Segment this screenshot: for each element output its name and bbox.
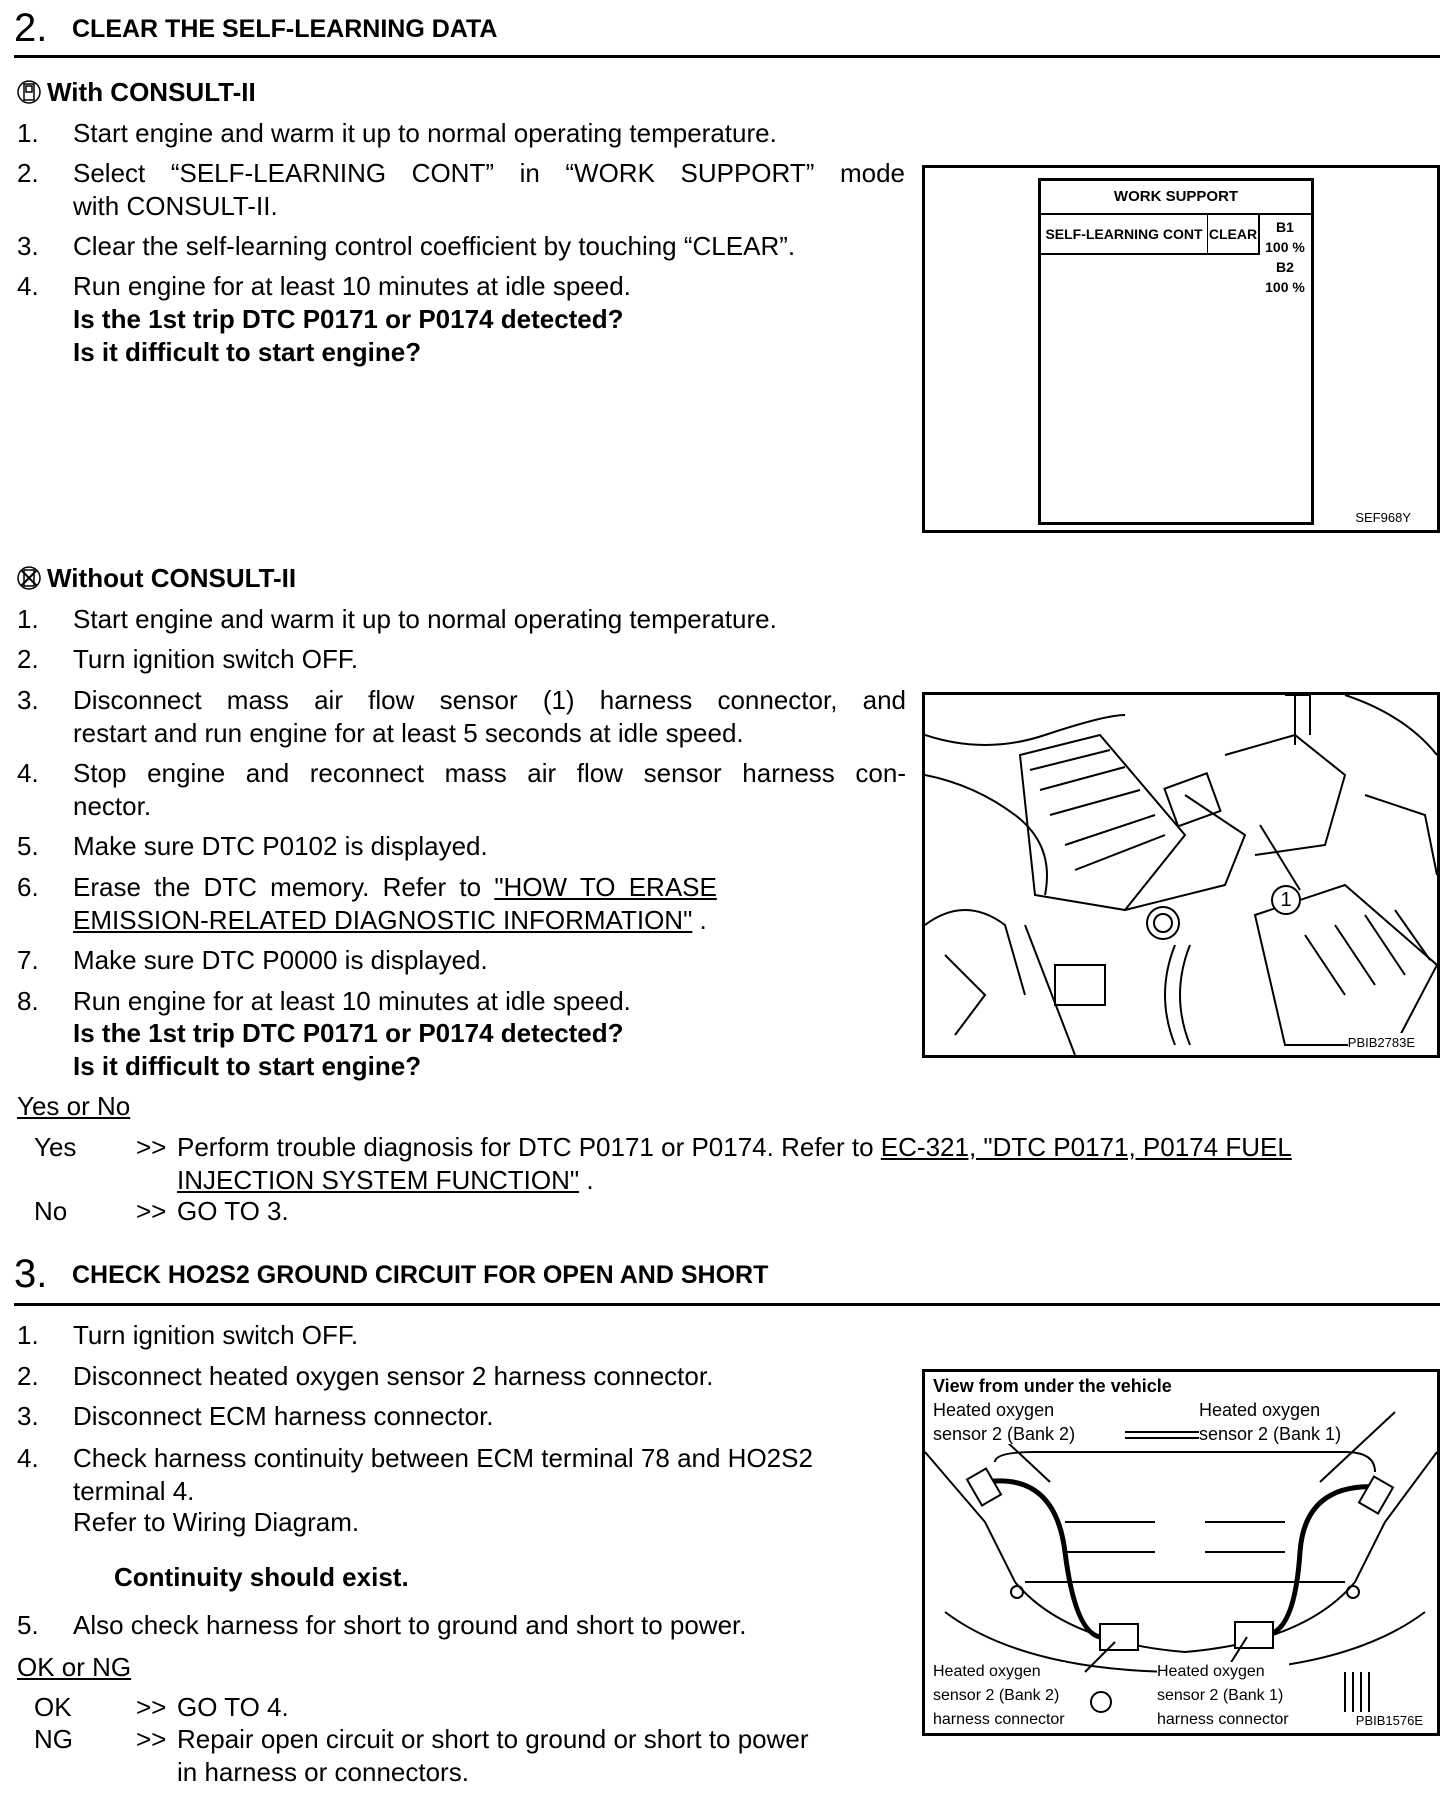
work-support-figure [922, 165, 1440, 533]
step-text-tail: . [692, 905, 707, 935]
step-text: Disconnect heated oxygen sensor 2 harness connector. [73, 1361, 714, 1391]
specification: Continuity should exist. [114, 1562, 409, 1592]
mass-air-flow-sensor-figure [922, 692, 1440, 1058]
step-number: 1. [17, 604, 39, 634]
step-number: 8. [17, 986, 39, 1016]
b2-value: 100 % [1265, 279, 1305, 295]
label-line: Heated oxygen [1199, 1400, 1321, 1420]
step-number: 3. [17, 1401, 39, 1431]
step-number: 5. [17, 1610, 39, 1640]
step-number: 1. [17, 1320, 39, 1350]
result-text [177, 1132, 1292, 1162]
label-tr [1199, 1400, 1341, 1444]
step-text: Check harness continuity between ECM terminal 78 and HO2S2 [73, 1443, 813, 1473]
step-text: nector. [73, 791, 152, 821]
label-line: sensor 2 (Bank 2) [933, 1687, 1060, 1704]
figure-code: SEF968Y [1355, 510, 1411, 525]
figure-code: PBIB1576E [1355, 1713, 1423, 1728]
step-number: 4. [17, 758, 39, 788]
result-label: Yes [34, 1132, 77, 1162]
section-title: CLEAR THE SELF-LEARNING DATA [72, 15, 498, 43]
result-text: in harness or connectors. [177, 1757, 469, 1787]
section-divider [14, 55, 1440, 58]
question: Is it difficult to start engine? [73, 1051, 422, 1081]
step-text: Disconnect ECM harness connector. [73, 1401, 494, 1431]
clear-button[interactable]: CLEAR [1208, 215, 1260, 255]
label-line: Heated oxygen [1157, 1663, 1265, 1680]
step-number: 3. [17, 231, 39, 261]
callout-1: 1 [1271, 885, 1301, 915]
step-text: restart and run engine for at least 5 seconds at idle speed. [73, 718, 744, 748]
result-arrow: >> [136, 1196, 167, 1226]
b1-value: 100 % [1265, 239, 1305, 255]
label-line: harness connector [933, 1711, 1065, 1728]
step-text: Run engine for at least 10 minutes at idle speed. [73, 271, 631, 301]
no-consult-icon [17, 566, 41, 590]
label-line: harness connector [1157, 1711, 1289, 1728]
result-heading: OK or NG [17, 1652, 132, 1682]
step-text: with CONSULT-II. [73, 191, 278, 221]
step-text: Run engine for at least 10 minutes at idle speed. [73, 986, 631, 1016]
step-number: 1. [17, 118, 39, 148]
step-number: 6. [17, 872, 39, 902]
step-number: 2. [17, 644, 39, 674]
step-text: Start engine and warm it up to normal operating temperature. [73, 118, 777, 148]
step-text: Clear the self-learning control coefficient by touching “CLEAR”. [73, 231, 796, 261]
heading-text: Without CONSULT-II [47, 563, 297, 593]
step-number: 4. [17, 271, 39, 301]
result-text: GO TO 3. [177, 1196, 289, 1226]
result-label: NG [34, 1724, 73, 1754]
step-number: 3. [17, 685, 39, 715]
result-arrow: >> [136, 1132, 167, 1162]
question: Is the 1st trip DTC P0171 or P0174 detected? [73, 304, 624, 334]
step-number: 7. [17, 945, 39, 975]
step-number: 4. [17, 1443, 39, 1473]
step-number: 2. [17, 158, 39, 188]
step-number: 2. [17, 1361, 39, 1391]
ec-321-link[interactable]: INJECTION SYSTEM FUNCTION" [177, 1165, 580, 1195]
step-text-part: Erase the DTC memory. Refer to [73, 872, 482, 902]
label-line: sensor 2 (Bank 1) [1199, 1424, 1342, 1444]
step-text: Make sure DTC P0000 is displayed. [73, 945, 488, 975]
erase-dtc-link[interactable]: EMISSION-RELATED DIAGNOSTIC INFORMATION" [73, 905, 693, 935]
label-tl [933, 1400, 1075, 1444]
erase-dtc-link[interactable]: "HOW TO ERASE [494, 872, 717, 902]
section-divider [14, 1303, 1440, 1306]
self-learning-item[interactable]: SELF-LEARNING CONT [1041, 215, 1208, 255]
section-title: CHECK HO2S2 GROUND CIRCUIT FOR OPEN AND SHORT [72, 1261, 769, 1289]
bank-values [1259, 217, 1311, 297]
screen-title: WORK SUPPORT [1041, 181, 1311, 215]
section-number: 3. [14, 1252, 48, 1296]
step-number: 5. [17, 831, 39, 861]
step-text: Turn ignition switch OFF. [73, 644, 359, 674]
figure-code: PBIB2783E [1348, 1033, 1415, 1053]
result-text: Repair open circuit or short to ground or short to power [177, 1724, 809, 1754]
step-text [73, 905, 707, 935]
label-line: Heated oxygen [933, 1663, 1041, 1680]
figure-title: View from under the vehicle [933, 1376, 1172, 1396]
step-text: Turn ignition switch OFF. [73, 1320, 359, 1350]
result-text-tail: . [579, 1165, 594, 1195]
label-line: sensor 2 (Bank 1) [1157, 1687, 1284, 1704]
step-text: Select “SELF-LEARNING CONT” in “WORK SUPPORT” mode [73, 158, 905, 188]
result-heading: Yes or No [17, 1091, 131, 1121]
section-number: 2. [14, 6, 48, 50]
engine-bay-illustration [925, 695, 1437, 1055]
result-text: GO TO 4. [177, 1692, 289, 1722]
label-line: sensor 2 (Bank 2) [933, 1424, 1076, 1444]
label-bl [933, 1662, 1065, 1730]
consult-device-icon [17, 80, 41, 104]
with-consult-heading [17, 77, 256, 107]
step-text: Also check harness for short to ground and short to power. [73, 1610, 747, 1640]
step-text: Stop engine and reconnect mass air flow sensor harness con- [73, 758, 906, 788]
heading-text: With CONSULT-II [47, 77, 256, 107]
question: Is the 1st trip DTC P0171 or P0174 detected? [73, 1018, 624, 1048]
label-br [1157, 1662, 1289, 1730]
question: Is it difficult to start engine? [73, 337, 422, 367]
step-text: Refer to Wiring Diagram. [73, 1507, 360, 1537]
step-text: Make sure DTC P0102 is displayed. [73, 831, 488, 861]
step-text: Disconnect mass air flow sensor (1) harness connector, and [73, 685, 906, 715]
result-text-part: Perform trouble diagnosis for DTC P0171 or P0174. Refer to [177, 1132, 881, 1162]
result-arrow: >> [136, 1692, 167, 1722]
label-line: Heated oxygen [933, 1400, 1055, 1420]
result-arrow: >> [136, 1724, 167, 1754]
without-consult-heading [17, 563, 296, 593]
b1-label: B1 [1276, 219, 1294, 235]
step-text: terminal 4. [73, 1476, 195, 1506]
result-label: OK [34, 1692, 72, 1722]
step-text: Start engine and warm it up to normal operating temperature. [73, 604, 777, 634]
b2-label: B2 [1276, 259, 1294, 275]
ec-321-link[interactable]: EC-321, "DTC P0171, P0174 FUEL [880, 1132, 1292, 1162]
ho2s2-location-figure [922, 1369, 1440, 1736]
result-label: No [34, 1196, 68, 1226]
result-text [177, 1165, 594, 1195]
consult-screen [1038, 178, 1314, 525]
step-text [73, 872, 717, 902]
